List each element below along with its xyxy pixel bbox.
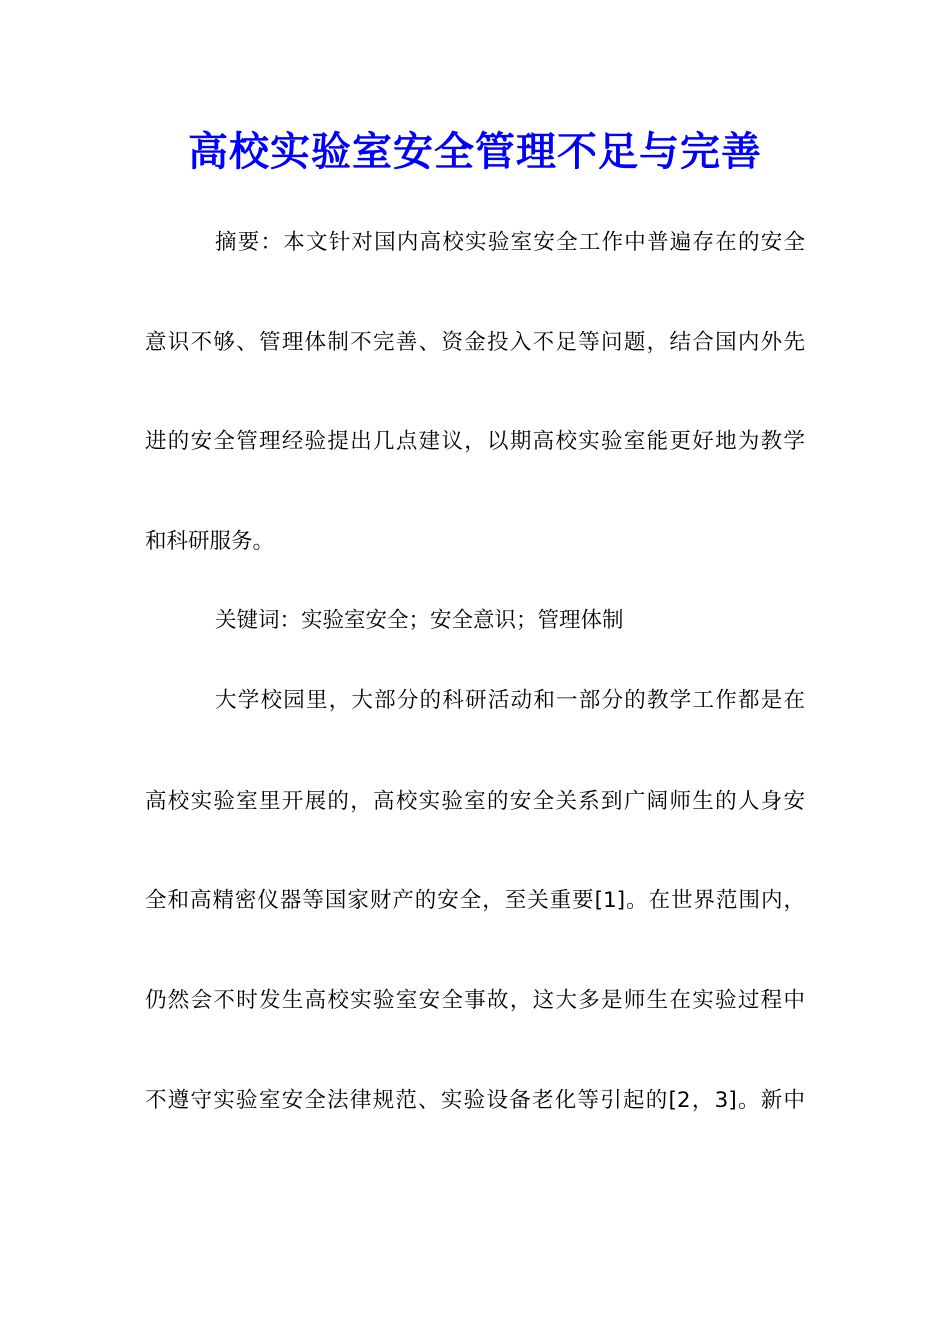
body-line: 高校实验室里开展的，高校实验室的安全关系到广阔师生的人身安 xyxy=(145,789,805,814)
body-line: 全和高精密仪器等国家财产的安全，至关重要[1]。在世界范围内， xyxy=(145,888,805,913)
abstract-line: 摘要：本文针对国内高校实验室安全工作中普遍存在的安全 xyxy=(215,230,805,255)
body-line: 不遵守实验室安全法律规范、实验设备老化等引起的[2，3]。新中 xyxy=(145,1088,805,1113)
abstract-line: 和科研服务。 xyxy=(145,529,275,554)
abstract-line: 意识不够、管理体制不完善、资金投入不足等问题，结合国内外先 xyxy=(145,330,805,355)
body-line: 仍然会不时发生高校实验室安全事故，这大多是师生在实验过程中 xyxy=(145,988,805,1013)
body-line: 大学校园里，大部分的科研活动和一部分的教学工作都是在 xyxy=(215,688,805,713)
abstract-line: 进的安全管理经验提出几点建议，以期高校实验室能更好地为教学 xyxy=(145,429,805,454)
keywords-line: 关键词：实验室安全；安全意识；管理体制 xyxy=(215,608,624,633)
document-title: 高校实验室安全管理不足与完善 xyxy=(188,128,762,175)
